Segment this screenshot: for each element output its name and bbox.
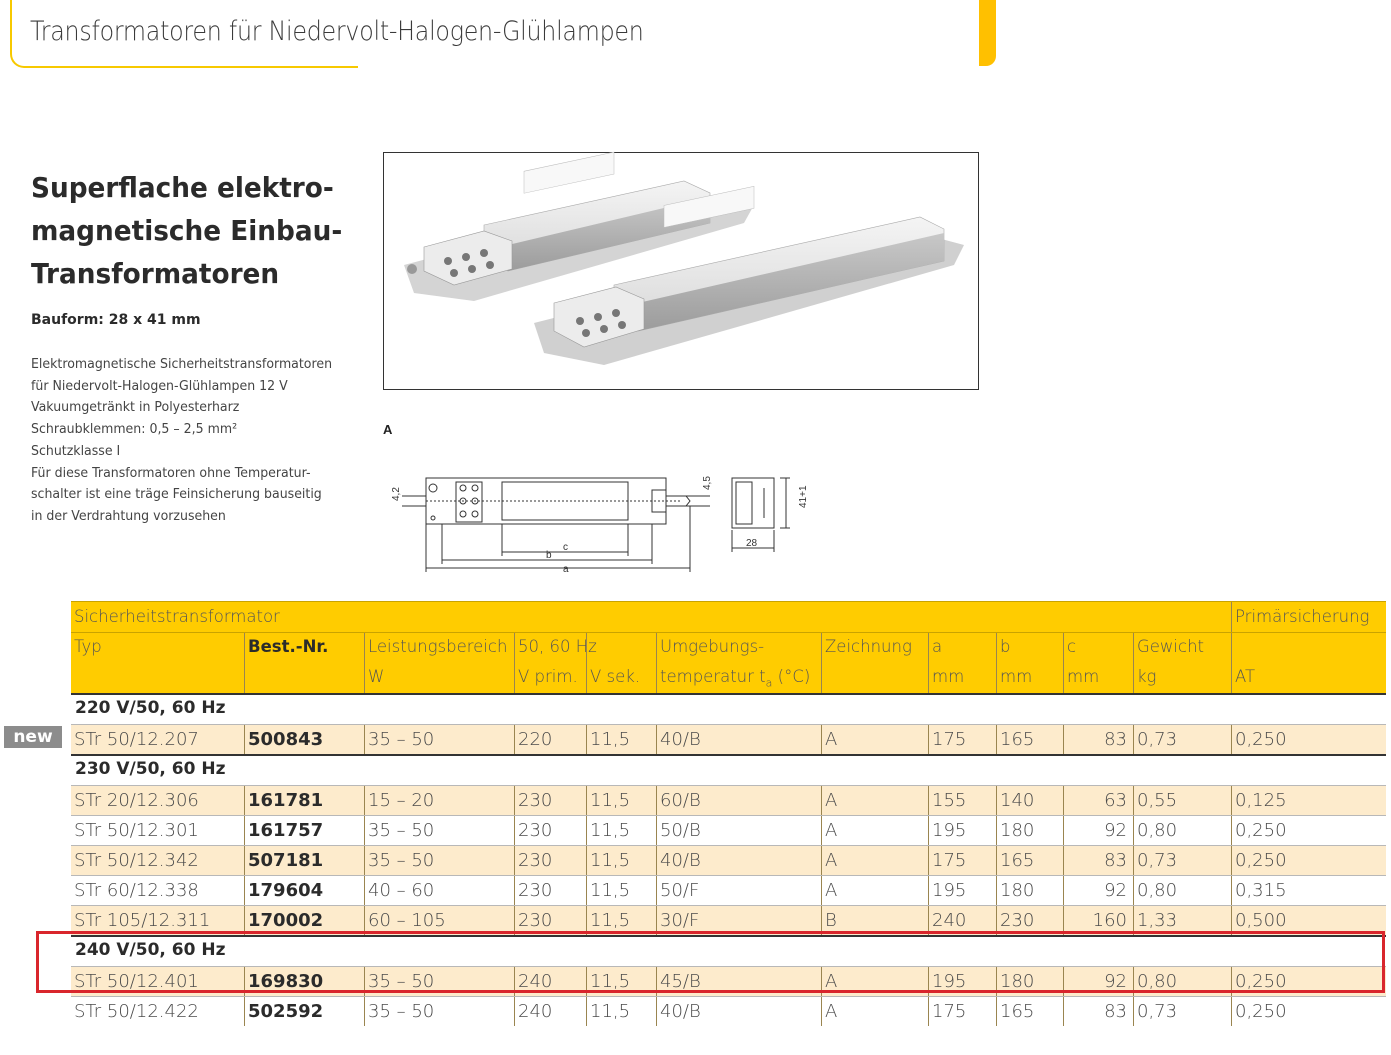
table-cell: 165: [996, 725, 1063, 754]
table-cell: 175: [928, 846, 996, 875]
table-row: [71, 845, 1386, 875]
table-cell: 180: [996, 967, 1063, 996]
table-cell: 30/F: [656, 906, 821, 935]
table-cell: 40/B: [656, 846, 821, 875]
table-cell: 50/B: [656, 816, 821, 845]
table-cell: 502592: [244, 997, 364, 1026]
table-cell: 161781: [244, 786, 364, 815]
table-cell: 11,5: [586, 846, 656, 875]
heading-line-3: Transformatoren: [31, 257, 280, 290]
column-header-line-1: b: [1000, 637, 1011, 656]
table-cell: 230: [514, 816, 586, 845]
table-cell: 160: [1063, 906, 1133, 935]
column-header: [514, 633, 597, 693]
desc-line: für Niedervolt-Halogen-Glühlampen 12 V: [31, 377, 288, 394]
column-header-line-2: [660, 667, 810, 689]
column-header-line-2: W: [368, 667, 385, 686]
table-row: [71, 724, 1386, 754]
bauform-label: Bauform: 28 x 41 mm: [31, 312, 201, 328]
column-header-line-2: AT: [1235, 667, 1256, 686]
table-row: [71, 785, 1386, 815]
column-header-line-2: mm: [1000, 667, 1033, 686]
product-heading: [31, 166, 342, 295]
column-header-line-1: Gewicht: [1137, 637, 1205, 656]
group-title: 230 V/50, 60 Hz: [75, 759, 226, 779]
table-cell: 11,5: [586, 725, 656, 754]
table-column-header: [71, 632, 1386, 693]
table-cell: 230: [996, 906, 1063, 935]
table-cell: 140: [996, 786, 1063, 815]
header-text: temperatur t: [660, 667, 766, 686]
table-row: [71, 996, 1386, 1026]
column-header-line-1: a: [932, 637, 943, 656]
table-cell: 11,5: [586, 816, 656, 845]
table-cell: 35 – 50: [364, 816, 514, 845]
table-group-row: [71, 754, 1386, 785]
table-cell: 92: [1063, 967, 1133, 996]
heading-line-2: magnetische Einbau-: [31, 214, 343, 247]
table-cell: 0,500: [1231, 906, 1386, 935]
column-header-line-1: c: [1067, 637, 1077, 656]
table-cell: 0,125: [1231, 786, 1386, 815]
table-cell: STr 50/12.301: [74, 820, 199, 841]
table-cell: 83: [1063, 725, 1133, 754]
group-title: 220 V/50, 60 Hz: [75, 698, 226, 718]
transformer-illustration: [384, 153, 978, 389]
desc-line: Für diese Transformatoren ohne Temperatur-: [31, 464, 311, 481]
highlight-box: [36, 931, 1385, 993]
drawing-label: A: [383, 422, 393, 437]
table-cell: 92: [1063, 816, 1133, 845]
dimension-drawing: [380, 468, 810, 580]
table-cell: 63: [1063, 786, 1133, 815]
table-cell: 0,80: [1133, 816, 1231, 845]
table-cell: 0,73: [1133, 725, 1231, 754]
group-title: 240 V/50, 60 Hz: [75, 940, 226, 960]
header-subscript: a: [765, 676, 773, 690]
table-cell: 165: [996, 997, 1063, 1026]
table-cell: 92: [1063, 876, 1133, 905]
table-cell: A: [821, 876, 928, 905]
table-cell: 175: [928, 725, 996, 754]
column-header: [586, 633, 656, 693]
table-cell: 240: [928, 906, 996, 935]
table-row: [71, 875, 1386, 905]
heading-line-1: Superflache elektro-: [31, 171, 334, 204]
table-cell: 180: [996, 876, 1063, 905]
table-cell: 35 – 50: [364, 967, 514, 996]
table-cell: 45/B: [656, 967, 821, 996]
desc-line: schalter ist eine träge Feinsicherung bauseitig: [31, 486, 322, 503]
table-cell: 230: [514, 846, 586, 875]
table-cell: 83: [1063, 997, 1133, 1026]
table-cell: STr 60/12.338: [74, 880, 199, 901]
column-header: [928, 633, 996, 693]
table-cell: 230: [514, 906, 586, 935]
column-header-line-2: V sek.: [590, 667, 641, 686]
table-cell: 0,250: [1231, 846, 1386, 875]
table-cell: A: [821, 967, 928, 996]
table-cell: 11,5: [586, 906, 656, 935]
column-header: [1133, 633, 1231, 693]
product-photo: [383, 152, 979, 390]
column-header: [996, 633, 1063, 693]
dim-b: b: [546, 550, 552, 561]
table-cell: 161757: [244, 816, 364, 845]
table-cell: 83: [1063, 846, 1133, 875]
table-cell: 35 – 50: [364, 846, 514, 875]
table-cell: B: [821, 906, 928, 935]
table-cell: 0,250: [1231, 967, 1386, 996]
table-cell: STr 50/12.401: [74, 971, 199, 992]
table-cell: 60/B: [656, 786, 821, 815]
table-cell: 0,73: [1133, 997, 1231, 1026]
table-cell: 0,80: [1133, 876, 1231, 905]
column-header: [244, 633, 364, 693]
new-badge: new: [4, 726, 62, 748]
column-header-line-1: Best.-Nr.: [248, 637, 329, 656]
table-group-header: [71, 601, 1386, 632]
table-cell: 35 – 50: [364, 997, 514, 1026]
table-cell: 11,5: [586, 876, 656, 905]
column-header: [71, 633, 244, 693]
table-cell: 40/B: [656, 997, 821, 1026]
column-header: [1231, 633, 1386, 693]
column-header-line-1: Typ: [74, 637, 102, 656]
column-header-line-1: 50, 60 Hz: [518, 637, 597, 656]
dim-4-5: 4,5: [702, 476, 713, 490]
column-header-line-2: V prim.: [518, 667, 578, 686]
table-cell: 11,5: [586, 786, 656, 815]
header-text: (°C): [772, 667, 811, 686]
table-cell: 40 – 60: [364, 876, 514, 905]
column-header: [1063, 633, 1133, 693]
table-cell: 507181: [244, 846, 364, 875]
desc-line: Schutzklasse I: [31, 442, 121, 459]
table-cell: 0,250: [1231, 997, 1386, 1026]
table-cell: 11,5: [586, 967, 656, 996]
table-cell: 240: [514, 967, 586, 996]
table-cell: STr 50/12.422: [74, 1001, 199, 1022]
table-cell: 0,80: [1133, 967, 1231, 996]
table-row: [71, 815, 1386, 845]
table-cell: 169830: [244, 967, 364, 996]
yellow-tab-decoration: [979, 0, 996, 66]
table-cell: 195: [928, 816, 996, 845]
table-cell: STr 105/12.311: [74, 910, 211, 931]
dim-c: c: [563, 542, 568, 553]
table-cell: A: [821, 725, 928, 754]
column-header-line-1: Umgebungs-: [660, 637, 765, 656]
table-cell: 1,33: [1133, 906, 1231, 935]
table-cell: 220: [514, 725, 586, 754]
table-cell: 0,315: [1231, 876, 1386, 905]
table-cell: 50/F: [656, 876, 821, 905]
dim-height: 41+1: [798, 485, 809, 508]
table-cell: 175: [928, 997, 996, 1026]
table-cell: A: [821, 816, 928, 845]
table-cell: 179604: [244, 876, 364, 905]
table-cell: STr 50/12.207: [74, 729, 199, 750]
page-title: Transformatoren für Niedervolt-Halogen-Glühlampen: [30, 16, 644, 47]
desc-line: Schraubklemmen: 0,5 – 2,5 mm²: [31, 421, 238, 438]
column-header-line-2: mm: [932, 667, 965, 686]
table-cell: 195: [928, 967, 996, 996]
table-cell: 40/B: [656, 725, 821, 754]
table-cell: 170002: [244, 906, 364, 935]
dim-a: a: [563, 564, 569, 575]
table-cell: 0,250: [1231, 725, 1386, 754]
product-description: [31, 354, 332, 528]
table-cell: 15 – 20: [364, 786, 514, 815]
table-cell: 155: [928, 786, 996, 815]
table-cell: A: [821, 846, 928, 875]
desc-line: Elektromagnetische Sicherheitstransformatoren: [31, 356, 333, 372]
table-cell: 500843: [244, 725, 364, 754]
table-cell: STr 20/12.306: [74, 790, 199, 811]
table-cell: 195: [928, 876, 996, 905]
header-primaersicherung: Primärsicherung: [1231, 602, 1386, 632]
table-cell: A: [821, 997, 928, 1026]
desc-line: in der Verdrahtung vorzusehen: [31, 507, 226, 524]
column-header-line-2: mm: [1067, 667, 1100, 686]
column-header: [364, 633, 514, 693]
table-cell: 0,250: [1231, 816, 1386, 845]
table-cell: 165: [996, 846, 1063, 875]
table-cell: A: [821, 786, 928, 815]
header-sicherheitstransformator: Sicherheitstransformator: [74, 607, 280, 626]
table-cell: 60 – 105: [364, 906, 514, 935]
table-cell: 180: [996, 816, 1063, 845]
table-cell: 240: [514, 997, 586, 1026]
column-header-line-1: Leistungsbereich: [368, 637, 508, 656]
table-cell: 11,5: [586, 997, 656, 1026]
column-header-line-2: kg: [1137, 667, 1157, 686]
table-cell: 230: [514, 786, 586, 815]
table-cell: 35 – 50: [364, 725, 514, 754]
column-header: [821, 633, 928, 693]
column-header-line-1: Zeichnung: [825, 637, 912, 656]
dim-width: 28: [746, 538, 758, 549]
table-cell: 0,73: [1133, 846, 1231, 875]
table-cell: STr 50/12.342: [74, 850, 199, 871]
column-header: [656, 633, 821, 693]
desc-line: Vakuumgetränkt in Polyesterharz: [31, 399, 240, 416]
table-cell: 0,55: [1133, 786, 1231, 815]
table-group-row: [71, 693, 1386, 724]
table-cell: 230: [514, 876, 586, 905]
dim-4-2: 4,2: [391, 487, 402, 501]
